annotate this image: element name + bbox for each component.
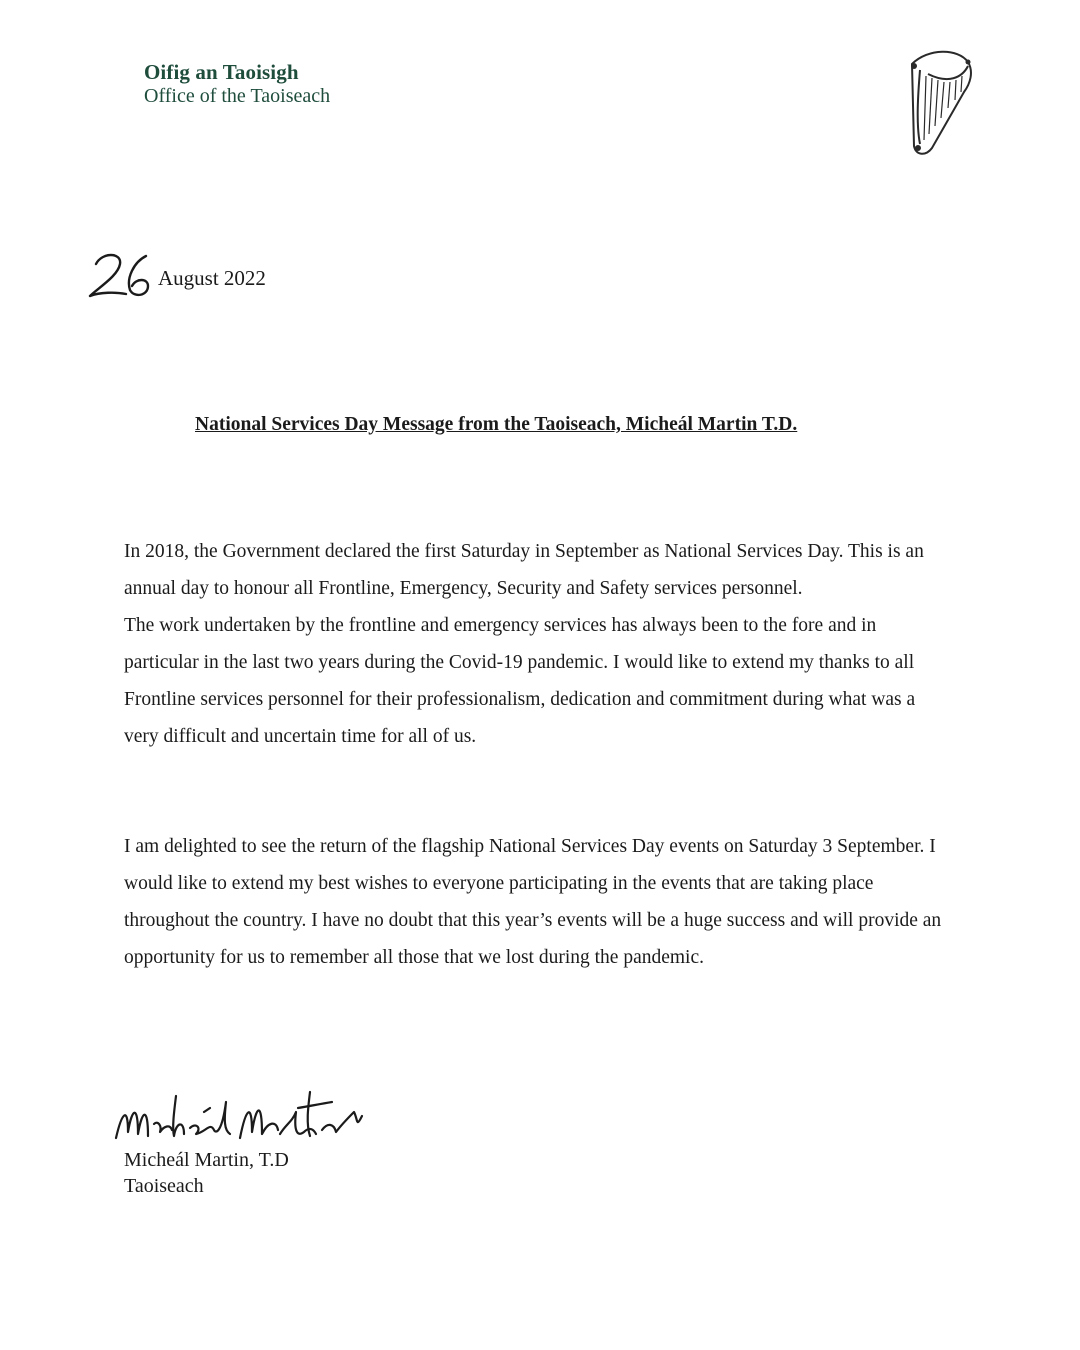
office-name-english: Office of the Taoiseach: [144, 85, 331, 107]
paragraph-3: I am delighted to see the return of the flagship National Services Day events on Saturday 3 September. I would like to extend my best wishes to everyone participating in the events that are taking place throughout the country. I have no doubt that this year’s events will be a huge success and will provide an opportunity for us to remember all those that we lost during the pandemic.: [124, 836, 942, 968]
letter-date: [86, 248, 326, 304]
letter-title: National Services Day Message from the Taoiseach, Micheál Martin T.D.: [195, 414, 798, 435]
signer-block: [124, 1147, 289, 1199]
signer-name: Micheál Martin, T.D: [124, 1149, 289, 1171]
paragraph-1: In 2018, the Government declared the first Saturday in September as National Services Day. This is an annual day to honour all Frontline, Emergency, Security and Safety services personnel.: [124, 541, 924, 599]
letterhead: [144, 60, 330, 108]
handwritten-signature: [110, 1072, 380, 1152]
harp-icon: [898, 44, 984, 160]
signer-role: Taoiseach: [124, 1175, 204, 1197]
paragraph-2: The work undertaken by the frontline and emergency services has always been to the fore and in particular in the last two years during the Covid-19 pandemic. I would like to extend my thanks to all Frontline services personnel for their professionalism, dedication and commitment during what was a very difficult and uncertain time for all of us.: [124, 615, 916, 747]
body-paragraphs-1: [124, 533, 954, 755]
date-month-year: August 2022: [158, 266, 266, 290]
handwritten-day: [86, 248, 158, 304]
office-name-irish: Oifig an Taoisigh: [144, 60, 299, 84]
body-paragraphs-2: [124, 828, 954, 976]
